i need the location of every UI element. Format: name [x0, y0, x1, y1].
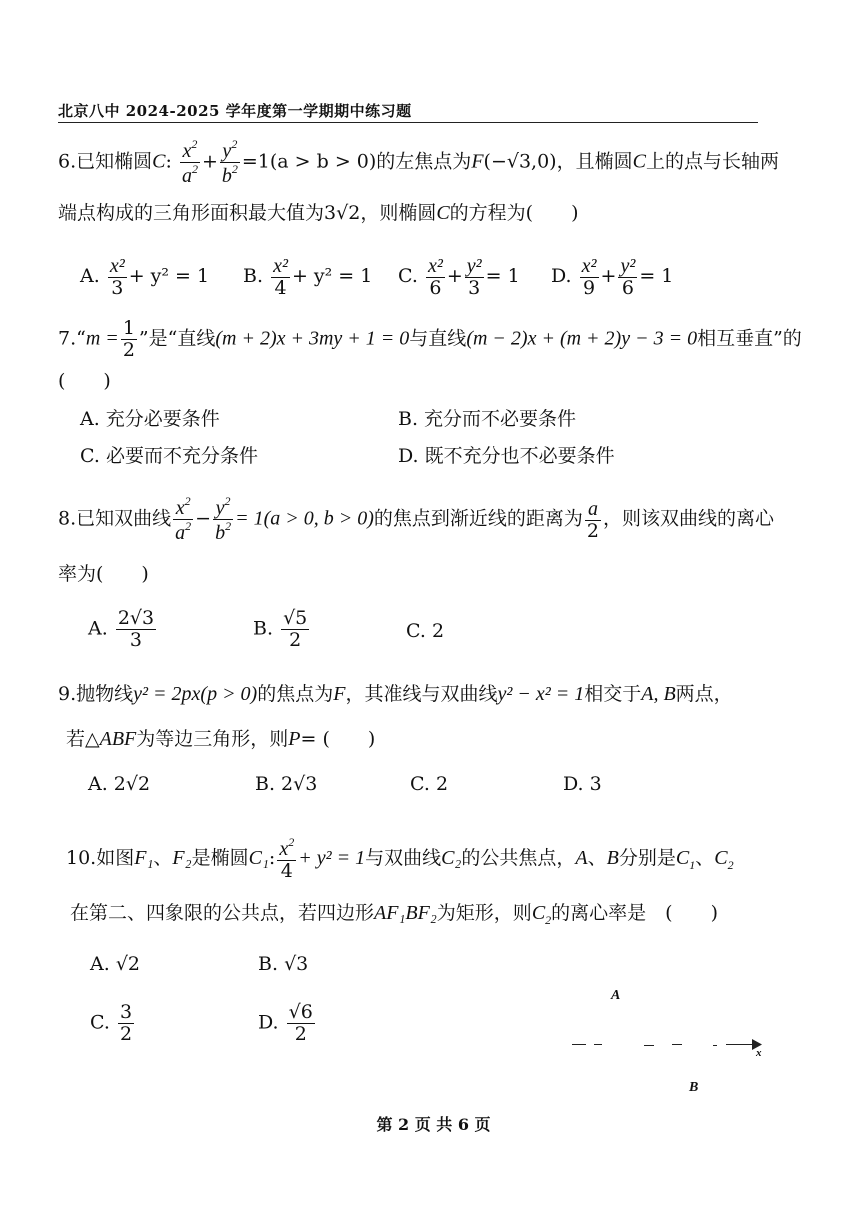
- question-7-paren: ( ): [58, 370, 111, 392]
- page-footer: 第 2 页 共 6 页: [376, 1115, 491, 1134]
- question-6-line-2: 端点构成的三角形面积最大值为3√2，则椭圆C的方程为( ): [58, 202, 579, 224]
- question-7-option-c: C. 必要而不充分条件: [80, 445, 258, 467]
- x-axis-segment: [594, 1044, 602, 1045]
- question-8-line-1: 8.已知双曲线 $\frac{x^2}{a^2}$ − $\frac{y^2}{b^2}$ = 1(a > 0, b > 0)的焦点到渐近线的距离为 $\frac{a}{2}$ ，则该双曲线的离心: [58, 494, 775, 544]
- header-rule: [58, 122, 758, 123]
- page-header: 北京八中 2024-2025 学年度第一学期期中练习题: [58, 102, 412, 120]
- question-10-option-d: D. $\frac{√6}{2}$: [258, 1001, 313, 1045]
- question-6-line-1: 6.已知椭圆C: $\frac{x^2}{a^2}$ + $\frac{y^2}{b^2}$ =1(a > b > 0)的左焦点为F(−√3,0)，且椭圆C上的点与长轴两: [58, 137, 779, 187]
- question-9-line-2: 若△ABF为等边三角形，则P= ( ): [66, 728, 376, 750]
- x-axis-segment: [713, 1045, 717, 1046]
- question-10-option-a: A. √2: [90, 953, 141, 975]
- question-9-option-c: C. 2: [410, 773, 449, 795]
- question-10-line-2: 在第二、四象限的公共点，若四边形AF₁BF₂为矩形，则$C_2$的离心率是 ( ): [70, 902, 718, 927]
- question-6-option-d: D. $\frac{\text{x²}}{9}$ + $\frac{\text{y²}}{6}$ = 1: [551, 255, 674, 299]
- question-9-line-1: 9.抛物线y² = 2px(p > 0)的焦点为F，其准线与双曲线y² − x² = 1相交于A, B两点，: [58, 683, 733, 705]
- x-axis-segment: [672, 1044, 682, 1045]
- question-10-option-b: B. √3: [258, 953, 309, 975]
- question-6-option-a: A. $\frac{\text{x²}}{3}$ + y² = 1: [80, 255, 210, 299]
- question-9-option-d: D. 3: [563, 773, 602, 795]
- question-8-option-a: A. $\frac{2√3}{3}$: [88, 607, 155, 651]
- figure-x-axis-label: x: [756, 1047, 762, 1059]
- figure-point-a-label: A: [611, 988, 621, 1003]
- question-8-option-c: C. 2: [406, 620, 445, 642]
- x-axis-segment: [644, 1045, 654, 1046]
- question-10-line-1: 10.如图F₁、F₂是椭圆C₁: $\frac{x^2}{4}$ + y² = 1与双曲线C₂的公共焦点，A、B分别是$C_1$、$C_2$: [66, 835, 734, 882]
- x-axis-segment: [572, 1044, 586, 1045]
- question-7-option-a: A. 充分必要条件: [80, 408, 220, 430]
- question-9-option-b: B. 2√3: [255, 773, 318, 795]
- question-10-option-c: C. $\frac{3}{2}$: [90, 1001, 133, 1045]
- question-9-option-a: A. 2√2: [88, 773, 151, 795]
- question-8-line-2: 率为( ): [58, 563, 149, 585]
- figure-point-b-label: B: [689, 1080, 699, 1095]
- question-7-line-1: 7.“m = $\frac{1}{2}$ ”是“直线(m + 2)x + 3my + 1 = 0与直线(m − 2)x + (m + 2)y − 3 = 0相互垂直”的: [58, 317, 802, 361]
- question-8-option-b: B. $\frac{√5}{2}$: [253, 607, 308, 651]
- question-6-option-c: C. $\frac{\text{x²}}{6}$ + $\frac{\text{y²}}{3}$ = 1: [398, 255, 520, 299]
- question-7-option-b: B. 充分而不必要条件: [398, 408, 577, 430]
- question-6-option-b: B. $\frac{\text{x²}}{4}$ + y² = 1: [243, 255, 373, 299]
- question-7-option-d: D. 既不充分也不必要条件: [398, 445, 615, 467]
